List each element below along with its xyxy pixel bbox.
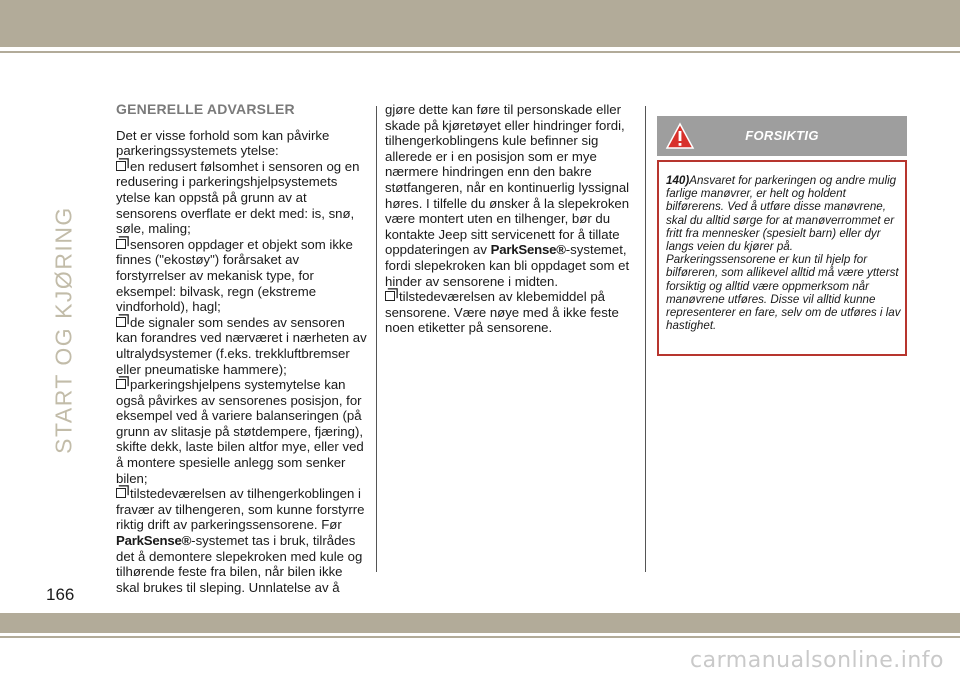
section-heading: GENERELLE ADVARSLER bbox=[116, 101, 295, 117]
page-number: 166 bbox=[46, 585, 75, 604]
checkbox-bullet-icon bbox=[385, 291, 395, 301]
list-item: de signaler som sendes av sensoren kan forandres ved nærværet i nærheten av ultralydsystemer (f.eks. trekkluftbremser eller pneumatiske hammere); bbox=[116, 314, 367, 377]
caution-box bbox=[657, 160, 907, 356]
list-item: parkeringshjelpens systemytelse kan også påvirkes av sensorenes posisjon, for eksempel ved å variere balanseringen (på grunn av slitasje på støtdempere, fjæring), skifte dekk, laste bilen altfor mye, eller ved å montere spesielle anlegg som senker bilen; bbox=[116, 377, 364, 486]
checkbox-bullet-icon bbox=[116, 379, 126, 389]
column-1 bbox=[116, 102, 368, 595]
checkbox-bullet-icon bbox=[116, 161, 126, 171]
brand-name: ParkSense® bbox=[116, 533, 192, 549]
list-item: en redusert følsomhet i sensoren og en redusering i parkeringshjelpsystemets ytelse kan oppstå på grunn av at sensorens overflate er dekt med: is, snø, søle, maling; bbox=[116, 158, 360, 237]
column-divider-2 bbox=[645, 106, 646, 572]
brand-name: ParkSense® bbox=[490, 242, 566, 258]
list-item: sensoren oppdager et objekt som ikke finnes ("ekostøy") forårsaket av forstyrrelser av mekanisk type, for eksempel: bilvask, regn (ekstreme vindforhold), hagl; bbox=[116, 236, 353, 315]
caution-header bbox=[657, 116, 907, 156]
checkbox-bullet-icon bbox=[116, 317, 126, 327]
note-number: 140) bbox=[666, 174, 690, 187]
checkbox-bullet-icon bbox=[116, 488, 126, 498]
section-tab: START OG KJØRING bbox=[50, 206, 77, 454]
intro-paragraph: Det er visse forhold som kan påvirke parkeringssystemets ytelse: bbox=[116, 127, 330, 159]
bottom-band bbox=[0, 613, 960, 633]
column-divider-1 bbox=[376, 106, 377, 572]
top-band bbox=[0, 0, 960, 47]
caution-text: 140)Ansvaret for parkeringen og andre mulig farlige manøvrer, er helt og holdent bilførerens. Ved å utføre disse manøvrene, skal du alltid sørge for at manøverrommet er fritt fra mennesker (spesielt barn) eller dyr langs veien du kjører på. Parkeringssensorene er kun til hjelp for bilføreren, som allikevel alltid må være ytterst forsiktig og alltid være oppmerksom når manøvrene utføres. Disse vil alltid kunne representerer en fare, selv om de utføres i lav hastighet. bbox=[666, 174, 901, 333]
column-2 bbox=[385, 102, 637, 336]
bottom-band-rule bbox=[0, 636, 960, 638]
continued-paragraph: gjøre dette kan føre til personskade eller skade på kjøretøyet eller hindringer fordi, tilhengerkoblingens kule befinner sig allerede er i en posisjon som er mye nærmere hindringen enn den bakre støtfangeren, når en kontinuerlig lyssignal høres. I tilfelle du ønsker å la slepekroken være montert uten en tilhenger, bør du kontakte Jeep sitt servicenett for å tillate oppdateringen av ParkSense®-systemet, fordi slepekroken kan bli oppdaget som et hinder av sensorene i midten. bbox=[385, 102, 630, 289]
checkbox-bullet-icon bbox=[116, 239, 126, 249]
caution-title: FORSIKTIG bbox=[745, 128, 819, 143]
list-item: tilstedeværelsen av tilhengerkoblingen i fravær av tilhengeren, som kunne forstyrre riktig drift av parkeringssensorene. Før ParkSense®-systemet tas i bruk, tilrådes det å demontere slepekroken med kule og tilhørende feste fra bilen, når bilen ikke skal brukes til sleping. Unnlatelse av å bbox=[116, 486, 365, 595]
top-band-rule bbox=[0, 51, 960, 53]
watermark: carmanualsonline.info bbox=[690, 648, 944, 673]
list-item: tilstedeværelsen av klebemiddel på sensorene. Være nøye med å ikke feste noen etiketter på sensorene. bbox=[385, 289, 619, 336]
